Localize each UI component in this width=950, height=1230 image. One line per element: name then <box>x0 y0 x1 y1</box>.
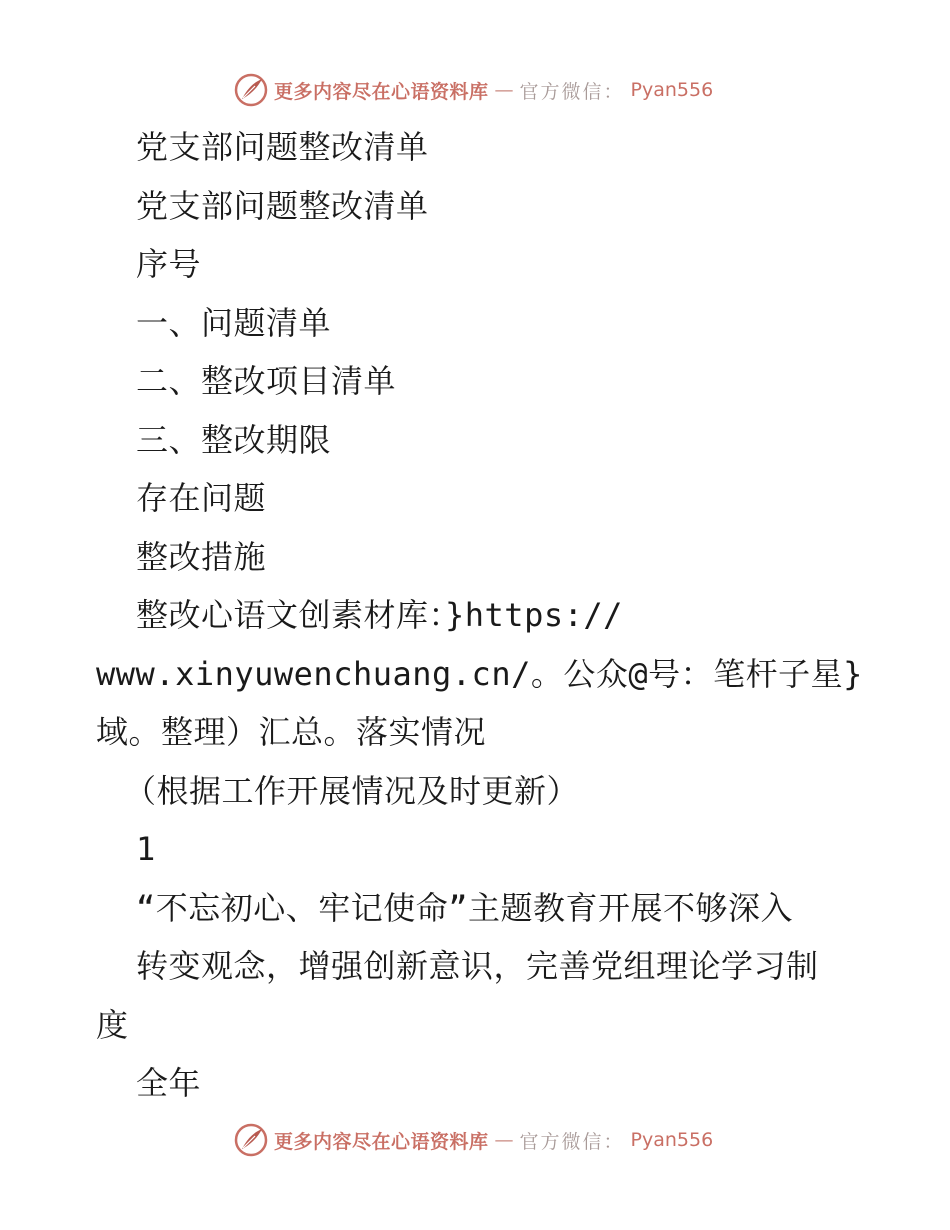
watermark-banner-bottom <box>234 1122 713 1158</box>
doc-line-problem-list: 一、问题清单 <box>136 303 332 342</box>
watermark-banner-top <box>234 72 713 108</box>
document-body <box>96 118 863 1113</box>
doc-line-deadline-1: 全年 <box>136 1064 202 1102</box>
doc-line-rectify-items: 二、整改项目清单 <box>136 362 397 400</box>
doc-line-item-number: 1 <box>136 830 156 868</box>
doc-line-measure-1: 转变观念，增强创新意识，完善党组理论学习制 <box>136 947 819 985</box>
watermark-wechat-id: Pyan556 <box>630 1129 714 1151</box>
doc-line-source-3: 域。整理）汇总。落实情况 <box>96 713 487 751</box>
doc-line-measures: 整改措施 <box>136 537 267 576</box>
doc-line-source-1: 整改心语文创素材库：}https:// <box>136 596 623 634</box>
watermark-brand: 更多内容尽在心语资料库 <box>274 1130 489 1153</box>
doc-line-problem-1: “不忘初心、牢记使命”主题教育开展不够深入 <box>136 888 794 927</box>
watermark-brand: 更多内容尽在心语资料库 <box>274 80 489 103</box>
quill-pen-logo-icon <box>234 73 268 107</box>
doc-title-repeat: 党支部问题整改清单 <box>136 186 429 225</box>
watermark-official-label: 官方微信： <box>519 80 625 103</box>
watermark-dash: — <box>494 79 514 101</box>
doc-title: 党支部问题整改清单 <box>136 128 429 166</box>
doc-line-deadline: 三、整改期限 <box>136 420 332 459</box>
doc-line-measure-1-cont: 度 <box>96 1005 129 1044</box>
quill-pen-logo-icon <box>234 1123 268 1157</box>
doc-line-existing-problems: 存在问题 <box>136 479 267 517</box>
watermark-official-label: 官方微信： <box>519 1130 625 1153</box>
doc-line-source-2: www.xinyuwenchuang.cn/。公众@号：笔杆子星} <box>96 654 863 693</box>
watermark-wechat-id: Pyan556 <box>630 79 714 101</box>
watermark-dash: — <box>494 1129 514 1151</box>
doc-line-update-note: （根据工作开展情况及时更新） <box>124 771 580 810</box>
doc-line-serial: 序号 <box>136 245 202 283</box>
